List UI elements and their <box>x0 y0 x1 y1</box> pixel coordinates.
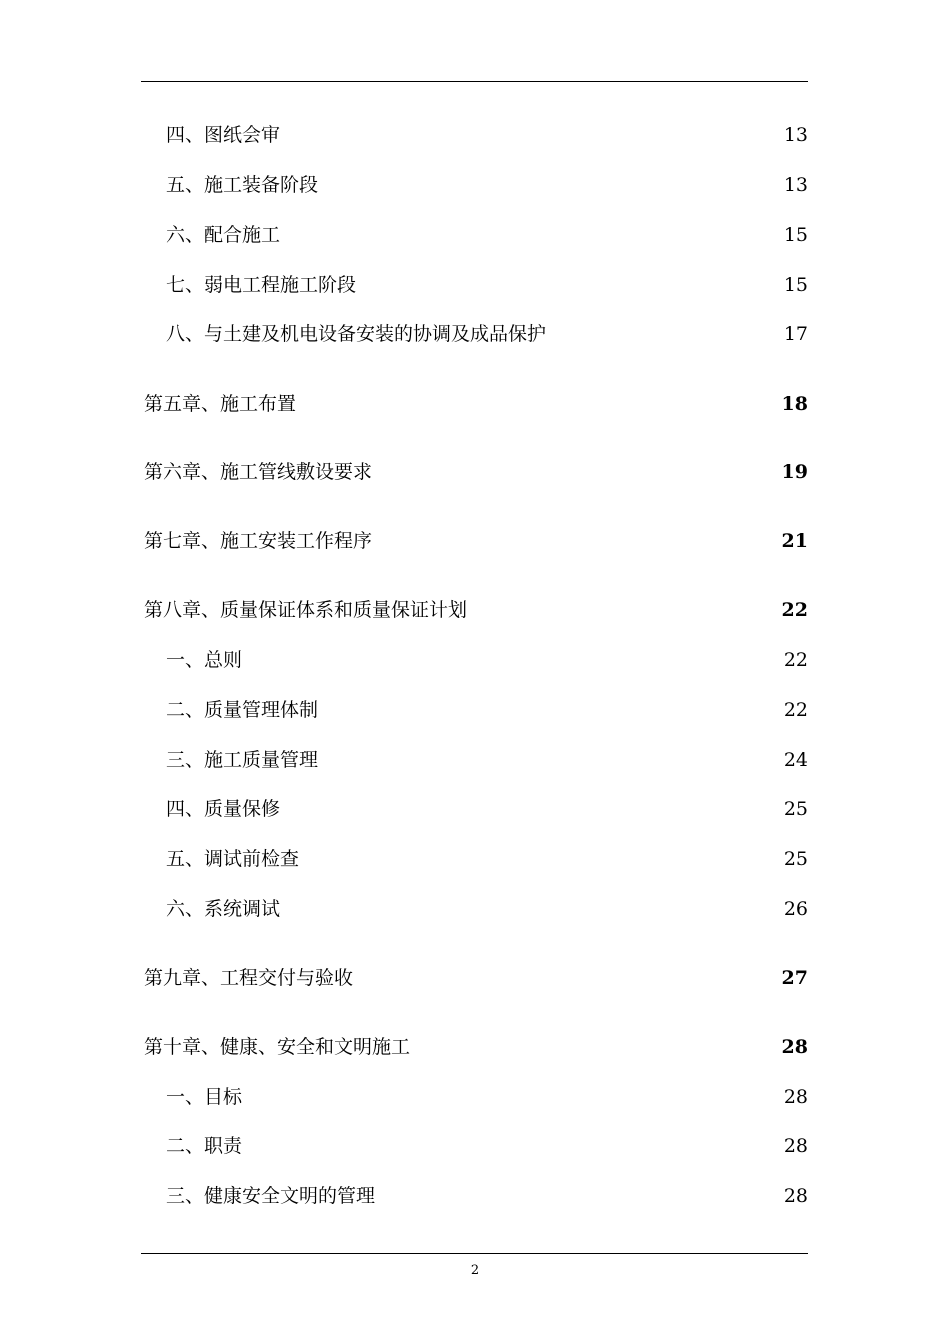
toc-entry-title: 第五章、施工布置 <box>144 393 297 415</box>
toc-entry[interactable] <box>0 1181 950 1211</box>
toc-entry-page: 25 <box>783 848 808 870</box>
toc-dot-leader <box>322 745 782 775</box>
toc-entry-title: 第十章、健康、安全和文明施工 <box>144 1036 411 1058</box>
toc-entry-page: 27 <box>781 967 808 989</box>
toc-entry-page: 15 <box>783 224 808 246</box>
toc-entry[interactable] <box>0 745 950 775</box>
toc-dot-leader <box>550 319 782 349</box>
toc-entry-title: 第六章、施工管线敷设要求 <box>144 461 373 483</box>
toc-entry-title: 第八章、质量保证体系和质量保证计划 <box>144 599 468 621</box>
toc-entry-title: 一、总则 <box>166 649 243 671</box>
toc-entry-page: 13 <box>783 174 808 196</box>
toc-entry-page: 26 <box>783 898 808 920</box>
toc-entry[interactable] <box>0 695 950 725</box>
toc-dot-leader <box>303 844 782 874</box>
toc-dot-leader <box>284 220 782 250</box>
toc-dot-leader <box>379 1181 782 1211</box>
toc-entry-page: 28 <box>783 1135 808 1157</box>
toc-entry[interactable] <box>0 319 950 349</box>
toc-entry-title: 五、调试前检查 <box>166 848 300 870</box>
toc-entry-page: 18 <box>781 393 808 415</box>
toc-entry-title: 第七章、施工安装工作程序 <box>144 530 373 552</box>
toc-entry-title: 五、施工装备阶段 <box>166 174 319 196</box>
toc-entry-page: 24 <box>783 749 808 771</box>
toc-dot-leader <box>300 389 780 419</box>
toc-entry-title: 七、弱电工程施工阶段 <box>166 274 357 296</box>
toc-entry-title: 四、质量保修 <box>166 798 281 820</box>
toc-dot-leader <box>376 526 780 556</box>
toc-entry-title: 一、目标 <box>166 1086 243 1108</box>
toc-entry[interactable] <box>0 963 950 993</box>
toc-dot-leader <box>322 695 782 725</box>
toc-entry[interactable] <box>0 120 950 150</box>
toc-dot-leader <box>357 963 780 993</box>
toc-entry[interactable] <box>0 645 950 675</box>
toc-entry[interactable] <box>0 389 950 419</box>
toc-dot-leader <box>284 794 782 824</box>
toc-entry-title: 八、与土建及机电设备安装的协调及成品保护 <box>166 323 547 345</box>
toc-entry-page: 28 <box>783 1086 808 1108</box>
toc-dot-leader <box>360 270 782 300</box>
toc-entry[interactable] <box>0 794 950 824</box>
toc-entry[interactable] <box>0 170 950 200</box>
toc-entry-page: 17 <box>783 323 808 345</box>
toc-entry-page: 22 <box>783 649 808 671</box>
toc-entry[interactable] <box>0 220 950 250</box>
toc-dot-leader <box>284 120 782 150</box>
toc-entry-page: 22 <box>781 599 808 621</box>
toc-dot-leader <box>322 170 782 200</box>
toc-entry[interactable] <box>0 1131 950 1161</box>
toc-entry-title: 二、质量管理体制 <box>166 699 319 721</box>
toc-entry-page: 28 <box>783 1185 808 1207</box>
toc-entry-title: 三、健康安全文明的管理 <box>166 1185 376 1207</box>
toc-entry[interactable] <box>0 844 950 874</box>
toc-entry-page: 21 <box>781 530 808 552</box>
toc-dot-leader <box>284 894 782 924</box>
toc-entry-title: 六、系统调试 <box>166 898 281 920</box>
toc-entry[interactable] <box>0 894 950 924</box>
toc-entry[interactable] <box>0 526 950 556</box>
footer-rule <box>141 1253 808 1254</box>
toc-dot-leader <box>246 645 782 675</box>
toc-entry-title: 四、图纸会审 <box>166 124 281 146</box>
toc-entry-page: 25 <box>783 798 808 820</box>
toc-entry[interactable] <box>0 457 950 487</box>
toc-entry-page: 13 <box>783 124 808 146</box>
toc-dot-leader <box>471 595 780 625</box>
toc-entry-title: 六、配合施工 <box>166 224 281 246</box>
page-number: 2 <box>470 1263 480 1278</box>
toc-entry-page: 19 <box>781 461 808 483</box>
toc-dot-leader <box>246 1131 782 1161</box>
toc-entry[interactable] <box>0 1032 950 1062</box>
toc-entry[interactable] <box>0 1082 950 1112</box>
toc-dot-leader <box>246 1082 782 1112</box>
toc-entry-page: 22 <box>783 699 808 721</box>
toc-entry-page: 28 <box>781 1036 808 1058</box>
toc-dot-leader <box>376 457 780 487</box>
toc-entry[interactable] <box>0 595 950 625</box>
toc-entry-title: 三、施工质量管理 <box>166 749 319 771</box>
toc-dot-leader <box>414 1032 780 1062</box>
toc-entry[interactable] <box>0 270 950 300</box>
toc-entry-title: 第九章、工程交付与验收 <box>144 967 354 989</box>
toc-entry-title: 二、职责 <box>166 1135 243 1157</box>
toc-entry-page: 15 <box>783 274 808 296</box>
